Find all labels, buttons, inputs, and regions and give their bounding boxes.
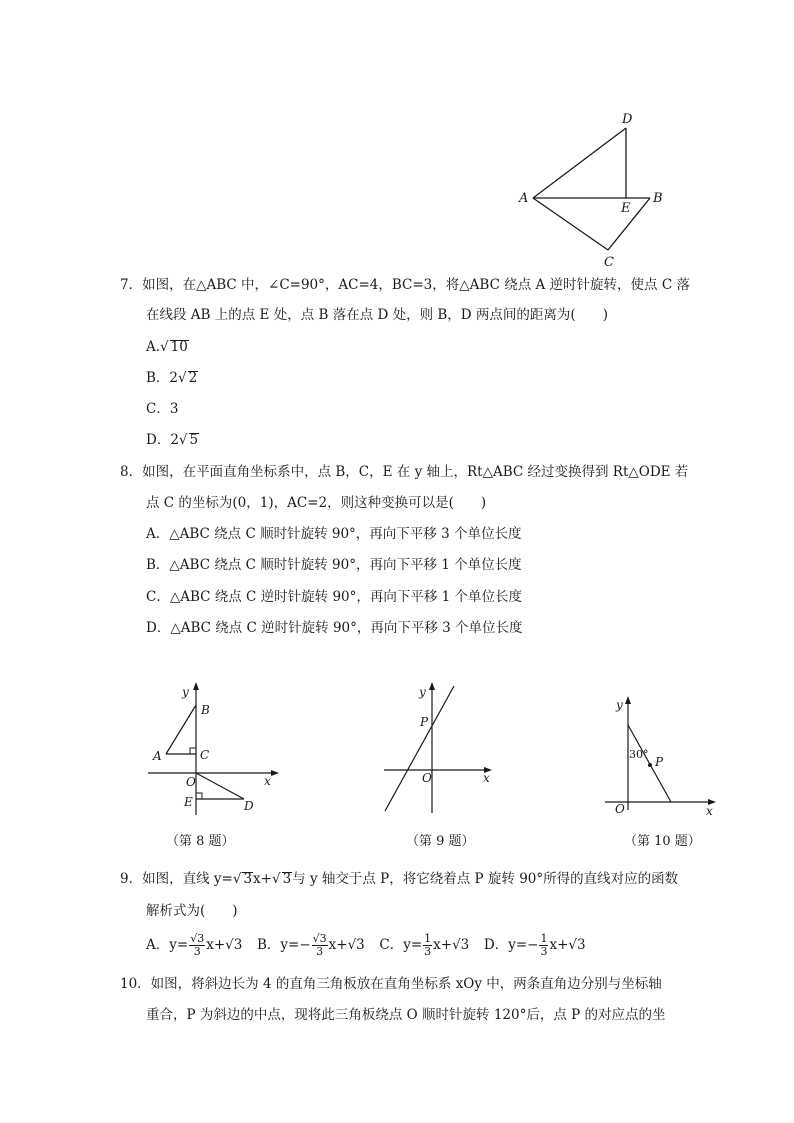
fig8-label-C: C: [200, 748, 210, 762]
fig10-label-angle: 30°: [629, 748, 649, 761]
fig8-y-arrow: [193, 682, 199, 690]
q9-option-d: D．y=− $\frac{1}{3}$ x+√3: [483, 932, 586, 958]
q8-stem-line2: 点 C 的坐标为(0，1)，AC=2，则这种变换可以是( ): [146, 495, 487, 511]
fig9-caption: （第 9 题）: [406, 834, 475, 849]
q7-option-d: [146, 431, 199, 449]
fig10-point-P: [648, 763, 652, 767]
q7-option-c: [146, 400, 178, 418]
fig8-figure: [140, 680, 290, 820]
fig8-label-O: O: [186, 775, 196, 789]
option-value: 3: [169, 401, 179, 417]
q10-stem-line2: 重合，P 为斜边的中点，现将此三角板绕点 O 顺时针旋转 120°后，点 P 的对应点的坐: [146, 1007, 666, 1023]
fig8-label-A: A: [153, 749, 162, 763]
q9-option-c: C．y= $\frac{1}{3}$ x+√3: [379, 932, 470, 958]
label-D: D: [622, 112, 633, 127]
q7-stem-line1: 7．如图，在△ABC 中，∠C=90°，AC=4，BC=3，将△ABC 绕点 A 逆时针旋转，使点 C 落: [120, 277, 690, 293]
fig9-y-arrow: [429, 682, 435, 690]
option-value: √ 10: [160, 339, 188, 355]
fig9-label-O: O: [422, 771, 432, 785]
q8-option-d: D．△ABC 绕点 C 逆时针旋转 90°，再向下平移 3 个单位长度: [146, 620, 523, 636]
fig8-x-arrow: [271, 770, 279, 776]
fig10-caption: （第 10 题）: [624, 834, 701, 849]
fig10-y-arrow: [625, 696, 631, 704]
fig8-right-angle-C: [190, 748, 196, 754]
fig8-caption: （第 8 题）: [166, 834, 235, 849]
label-C: C: [604, 255, 614, 268]
fig8-label-x: x: [264, 774, 271, 788]
option-value: 2√ 5: [170, 432, 199, 448]
q7-option-b: [146, 369, 198, 387]
q7-option-a: [146, 338, 189, 356]
label-A: A: [519, 191, 529, 206]
fig8-label-D: D: [244, 799, 254, 813]
option-letter: D．: [146, 432, 171, 448]
fig9-figure: [376, 680, 506, 820]
fig10-figure: [600, 690, 726, 825]
q9-options: [146, 930, 586, 960]
fig10-label-O: O: [615, 802, 625, 816]
q9-option-a: A．y= $\frac{√3}{3}$ x+√3: [146, 932, 243, 958]
fig10-label-x: x: [706, 804, 713, 818]
fig10-label-P: P: [655, 755, 664, 769]
q7-stem-line2: 在线段 AB 上的点 E 处，点 B 落在点 D 处，则 B，D 两点间的距离为( ): [146, 307, 608, 323]
fig8-segment-AB: [166, 705, 196, 754]
q9-option-b: B．y=− $\frac{√3}{3}$ x+√3: [256, 932, 365, 958]
segment-AC: [533, 198, 608, 250]
label-B: B: [653, 191, 663, 206]
segment-AD: [533, 128, 626, 198]
q7-figure: [505, 108, 685, 268]
fig8-right-angle-E: [196, 793, 202, 799]
q9-stem-line2: 解析式为( ): [146, 903, 238, 919]
q8-option-b: B．△ABC 绕点 C 顺时针旋转 90°，再向下平移 1 个单位长度: [146, 557, 522, 573]
option-letter: A.: [146, 339, 161, 355]
q8-option-c: C．△ABC 绕点 C 逆时针旋转 90°，再向下平移 1 个单位长度: [146, 589, 523, 605]
fig9-label-P: P: [420, 715, 429, 729]
fig8-label-E: E: [184, 795, 193, 809]
fig9-line: [385, 686, 454, 811]
fig8-segment-OD: [196, 773, 244, 799]
q8-stem-line1: 8．如图，在平面直角坐标系中，点 B，C，E 在 y 轴上，Rt△ABC 经过变换得到 Rt△ODE 若: [120, 464, 689, 480]
fig8-label-B: B: [201, 703, 210, 717]
fig9-label-y: y: [419, 685, 426, 699]
label-E: E: [621, 201, 631, 216]
q10-stem-line1: 10．如图，将斜边长为 4 的直角三角板放在直角坐标系 xOy 中，两条直角边分别与坐标轴: [120, 976, 662, 992]
option-letter: C．: [146, 401, 170, 417]
fig10-label-y: y: [616, 698, 623, 712]
fig9-label-x: x: [483, 771, 490, 785]
option-letter: B．: [146, 370, 170, 386]
option-value: 2√ 2: [169, 370, 198, 386]
q9-stem-line1: 9．如图，直线 y=√ 3x+√ 3与 y 轴交于点 P，将它绕着点 P 旋转 90°所得的直线对应的函数: [120, 871, 679, 887]
q8-option-a: A．△ABC 绕点 C 顺时针旋转 90°，再向下平移 3 个单位长度: [146, 526, 522, 542]
fig8-label-y: y: [182, 685, 189, 699]
